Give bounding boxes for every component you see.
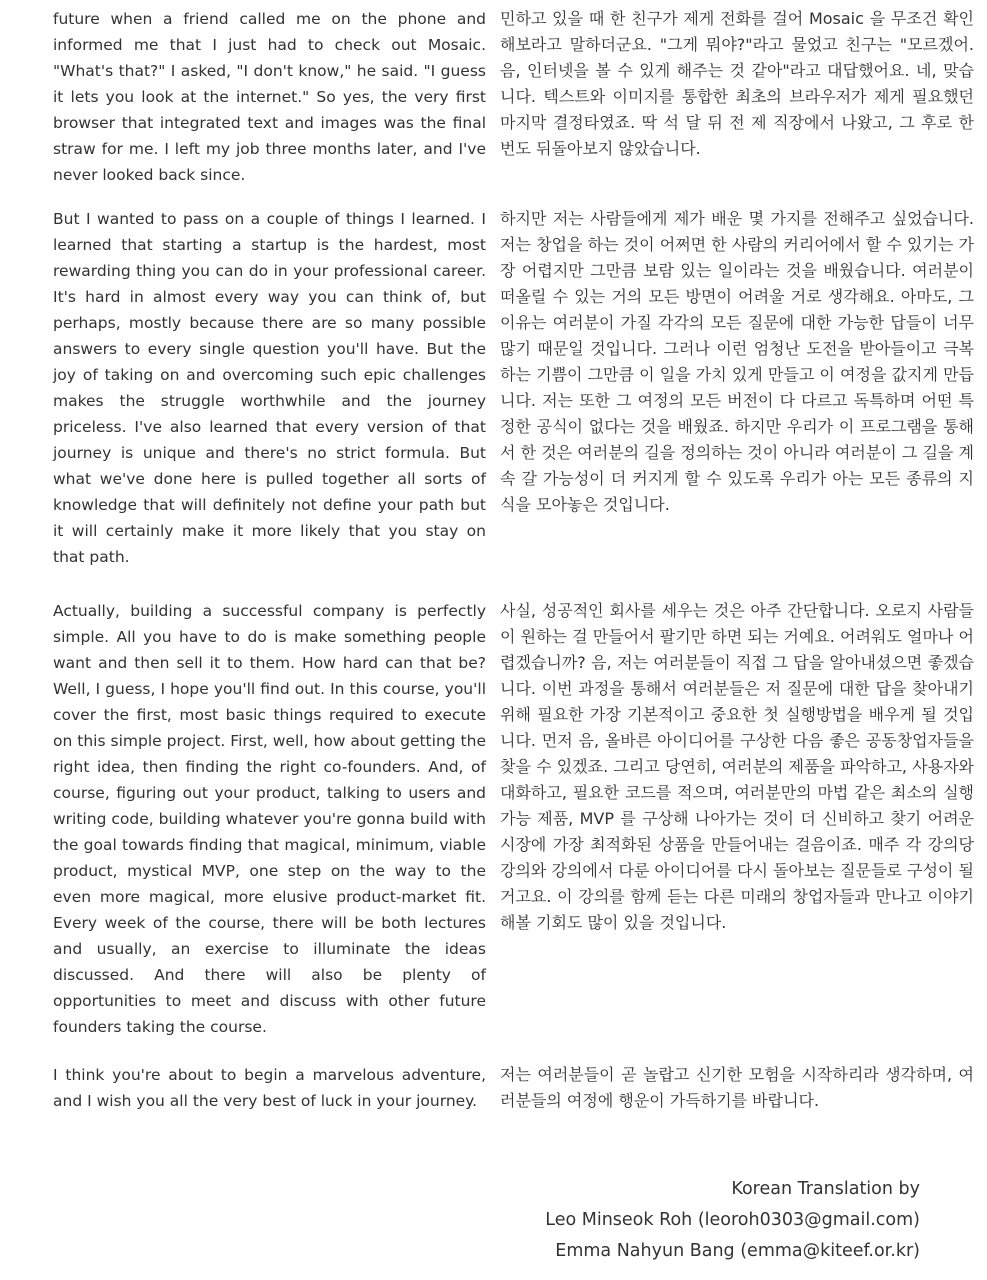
english-paragraph-1: future when a friend called me on the phone and informed me that I just had to check out Mosaic. "What's that?" I asked, "I don't know," he said. "I guess it lets you look at the internet." So yes, the very first browser that integrated text and images was the final straw for me. I left my job three months later, and I've never looked back since.	[53, 10, 486, 184]
korean-paragraph-4: 저는 여러분들이 곧 놀랍고 신기한 모험을 시작하리라 생각하며, 여러분들의 여정에 행운이 가득하기를 바랍니다.	[500, 1065, 974, 1110]
english-paragraph-2: But I wanted to pass on a couple of things I learned. I learned that starting a startup is the hardest, most rewarding thing you can do in your professional career. It's hard in almost every way you can think of, but perhaps, mostly because there are so many possible answers to every single question you'll have. But the joy of taking on and overcoming such epic challenges makes the struggle worthwhile and the journey priceless. I've also learned that every version of that journey is unique and there's no strict formula. But what we've done here is pulled together all sorts of knowledge that will definitely not define your path but it will certainly make it more likely that you stay on that path.	[53, 210, 486, 566]
credits-translator-2: Emma Nahyun Bang (emma@kiteef.or.kr)	[555, 1241, 920, 1261]
english-paragraph-3: Actually, building a successful company is perfectly simple. All you have to do is make something people want and then sell it to them. How hard can that be? Well, I guess, I hope you'll find out. In this course, you'll cover the first, most basic things required to execute on this simple project. First, well, how about getting the right idea, then finding the right co-founders. And, of course, figuring out your product, talking to users and writing code, building whatever you're gonna build with the goal towards finding that magical, minimum, viable product, mystical MVP, one step on the way to the even more magical, more elusive product-market fit. Every week of the course, there will be both lectures and usually, an exercise to illuminate the ideas discussed. And there will also be plenty of opportunities to meet and discuss with other future founders taking the course.	[53, 602, 486, 1036]
korean-paragraph-1: 민하고 있을 때 한 친구가 제게 전화를 걸어 Mosaic 을 무조건 확인해보라고 말하더군요. "그게 뭐야?"라고 물었고 친구는 "모르겠어. 음, 인터넷을 볼 수 있게 해주는 것 같아"라고 대답했어요. 네, 맞습니다. 텍스트와 이미지를 통합한 최초의 브라우저가 제게 필요했던 마지막 결정타였죠. 딱 석 달 뒤 전 제 직장에서 나왔고, 그 후로 한 번도 뒤돌아보지 않았습니다.	[500, 9, 974, 158]
korean-paragraph-3: 사실, 성공적인 회사를 세우는 것은 아주 간단합니다. 오로지 사람들이 원하는 걸 만들어서 팔기만 하면 되는 거예요. 어려워도 얼마나 어렵겠습니까? 음, 저는 여러분들이 직접 그 답을 알아내셨으면 좋겠습니다. 이번 과정을 통해서 여러분들은 저 질문에 대한 답을 찾아내기 위해 필요한 가장 기본적이고 중요한 첫 실행방법을 배우게 될 것입니다. 먼저 음, 올바른 아이디어를 구상한 다음 좋은 공동창업자들을 찾을 수 있겠죠. 그리고 당연히, 여러분의 제품을 파악하고, 사용자와 대화하고, 필요한 코드를 적으며, 여러분만의 마법 같은 최소의 실행 가능 제품, MVP 를 구상해 나아가는 것이 더 신비하고 찾기 어려운 시장에 가장 최적화된 상품을 만들어내는 걸음이죠. 매주 각 강의당 강의와 강의에서 다룬 아이디어를 다시 돌아보는 질문들로 구성이 될 거고요. 이 강의를 함께 듣는 다른 미래의 창업자들과 만나고 이야기해볼 기회도 많이 있을 것입니다.	[500, 601, 974, 932]
credits-title: Korean Translation by	[731, 1179, 920, 1199]
english-paragraph-4: I think you're about to begin a marvelous adventure, and I wish you all the very best of luck in your journey.	[53, 1066, 486, 1110]
translation-credits	[545, 1174, 920, 1267]
korean-paragraph-2: 하지만 저는 사람들에게 제가 배운 몇 가지를 전해주고 싶었습니다. 저는 창업을 하는 것이 어쩌면 한 사람의 커리어에서 할 수 있기는 가장 어렵지만 그만큼 보람 있는 일이라는 것을 배웠습니다. 여러분이 떠올릴 수 있는 거의 모든 방면이 어려울 거로 생각해요. 아마도, 그 이유는 여러분이 가질 각각의 모든 질문에 대한 가능한 답들이 너무 많기 때문일 것입니다. 그러나 이런 엄청난 도전을 받아들이고 극복하는 기쁨이 그만큼 이 일을 가치 있게 만들고 이 여정을 값지게 만듭니다. 저는 또한 그 여정의 모든 버전이 다 다르고 독특하며 어떤 특정한 공식이 없다는 것을 배웠죠. 하지만 우리가 이 프로그램을 통해서 한 것은 여러분의 길을 정의하는 것이 아니라 여러분이 그 길을 계속 갈 가능성이 더 커지게 할 수 있도록 우리가 아는 모든 종류의 지식을 모아놓은 것입니다.	[500, 209, 974, 514]
credits-translator-1: Leo Minseok Roh (leoroh0303@gmail.com)	[545, 1210, 920, 1230]
